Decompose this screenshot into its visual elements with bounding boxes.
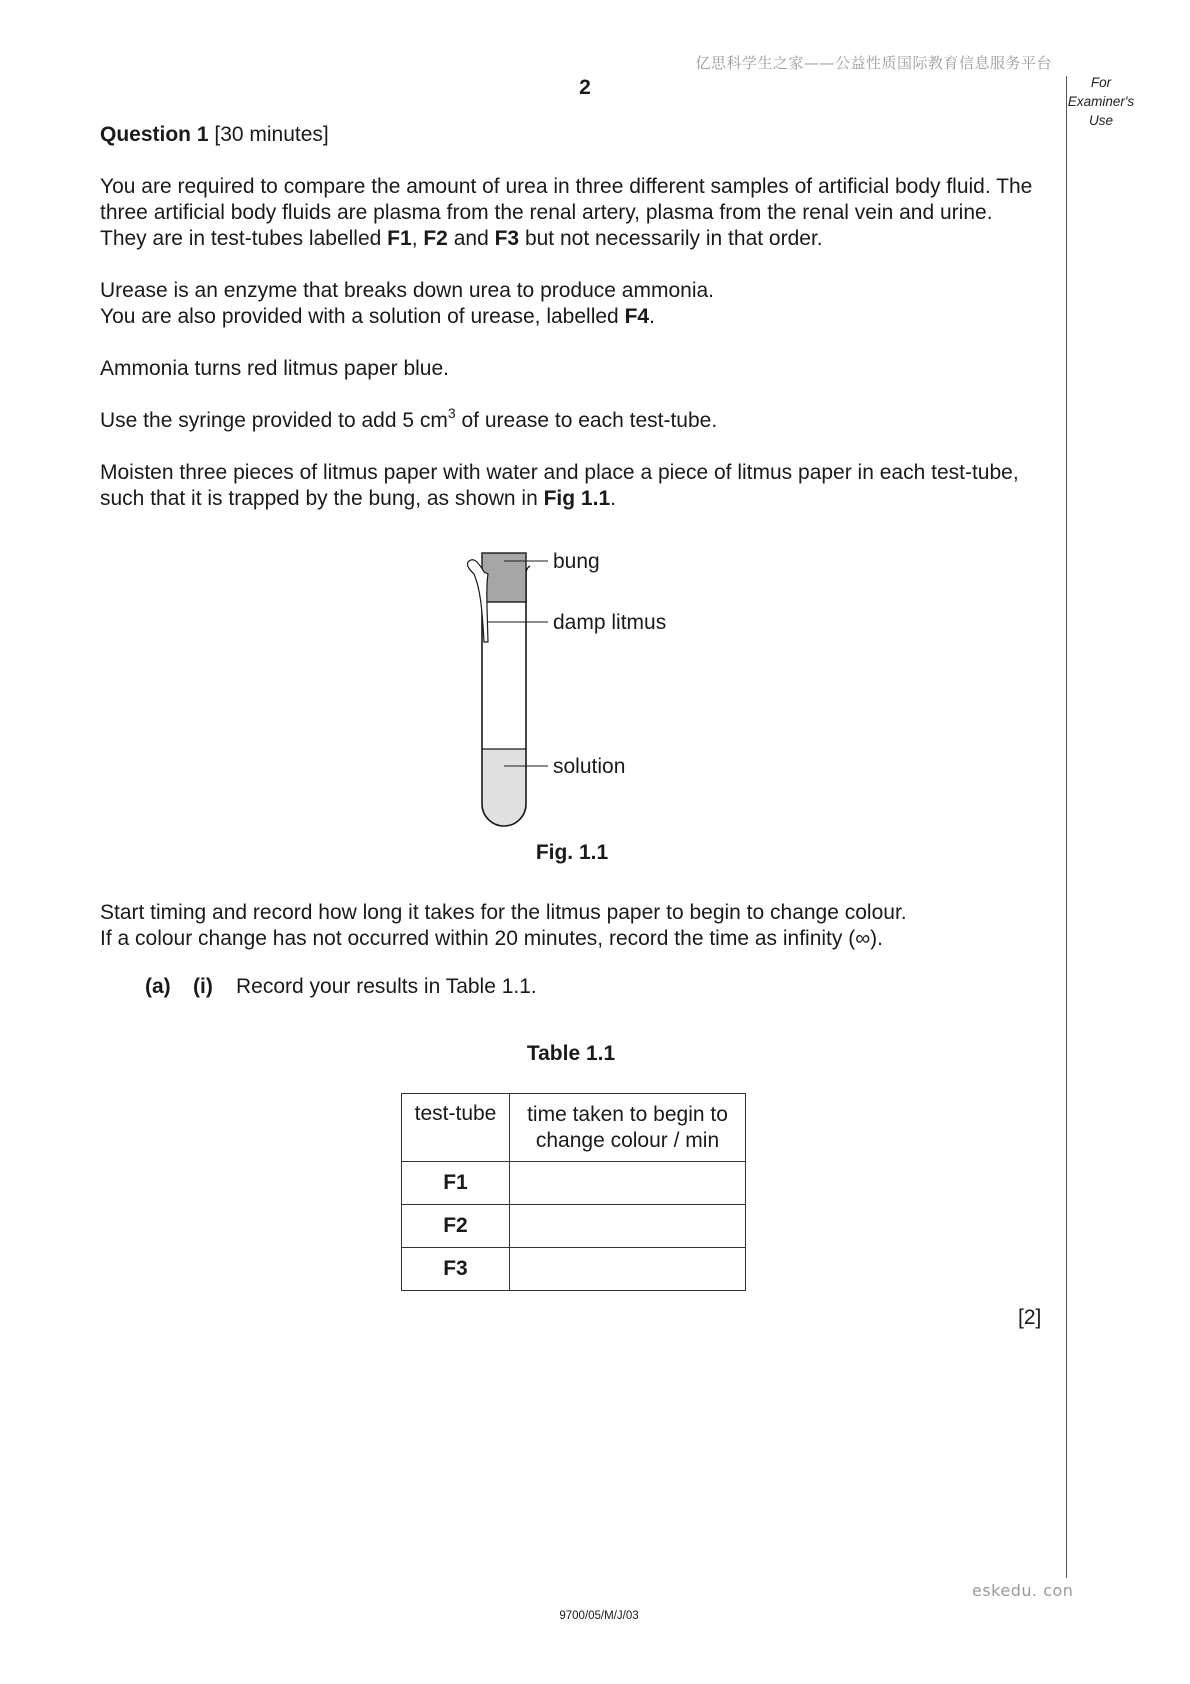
urease-line-1: Urease is an enzyme that breaks down urea to produce ammonia. xyxy=(100,279,714,302)
intro-bold-f1: F1 xyxy=(387,227,412,250)
question-label: Question 1 xyxy=(100,123,209,146)
question-heading xyxy=(100,122,1044,148)
part-a-label: (a) xyxy=(145,975,171,998)
intro-text-1: You are required to compare the amount of urea in three different samples of artificial body fluid. The three artificial body fluids are plasma from the renal artery, plasma from the renal vein and urine. They are in test-tubes labelled xyxy=(100,175,1033,250)
row-value-f3[interactable] xyxy=(510,1248,746,1291)
solution-fill xyxy=(482,749,526,826)
intro-text-4: but not necessarily in that order. xyxy=(519,227,823,250)
syringe-paragraph xyxy=(100,405,1044,434)
litmus-paper-shape xyxy=(467,560,488,642)
intro-bold-f2: F2 xyxy=(423,227,448,250)
syringe-text-before: Use the syringe provided to add 5 cm xyxy=(100,409,448,432)
part-i-label: (i) xyxy=(193,975,213,998)
litmus-paragraph xyxy=(100,460,1044,512)
row-value-f2[interactable] xyxy=(510,1205,746,1248)
ammonia-paragraph: Ammonia turns red litmus paper blue. xyxy=(100,357,449,380)
examiner-use-label xyxy=(1066,73,1136,130)
timing-paragraph xyxy=(100,900,1044,952)
figure-caption: Fig. 1.1 xyxy=(535,841,609,864)
table-row xyxy=(402,1162,746,1205)
footer-code: 9700/05/M/J/03 xyxy=(559,1610,639,1622)
part-a-i-text: Record your results in Table 1.1. xyxy=(236,975,537,998)
syringe-text-after: of urease to each test-tube. xyxy=(455,409,718,432)
bung-label: bung xyxy=(553,550,600,573)
examiner-margin-line xyxy=(1066,76,1067,1578)
header-watermark: 亿思科学生之家——公益性质国际教育信息服务平台 xyxy=(695,54,1052,72)
part-a-i xyxy=(145,975,537,999)
row-label-f2: F2 xyxy=(402,1205,510,1248)
examiner-use-line-2: Examiner's xyxy=(1067,94,1135,109)
table-row xyxy=(402,1248,746,1291)
header-time-taken xyxy=(510,1094,746,1162)
intro-bold-f3: F3 xyxy=(494,227,520,250)
solution-label: solution xyxy=(553,755,626,778)
table-row xyxy=(402,1205,746,1248)
litmus-fig-ref: Fig 1.1 xyxy=(543,487,611,510)
bung-shape xyxy=(482,553,526,602)
test-tube-figure xyxy=(420,540,700,840)
damp-litmus-label: damp litmus xyxy=(553,611,667,634)
footer-watermark: eskedu. con xyxy=(972,1581,1074,1600)
page-number: 2 xyxy=(579,76,591,99)
row-label-f1: F1 xyxy=(402,1162,510,1205)
urease-line-2-text: You are also provided with a solution of urease, labelled xyxy=(100,305,625,328)
intro-paragraph xyxy=(100,174,1044,252)
timing-line-1: Start timing and record how long it takes for the litmus paper to begin to change colour. xyxy=(100,901,907,924)
timing-line-2: If a colour change has not occurred within 20 minutes, record the time as infinity (∞). xyxy=(100,927,884,950)
litmus-text: Moisten three pieces of litmus paper with water and place a piece of litmus paper in each test-tube, such that it is trapped by the bung, as shown in xyxy=(100,461,1019,510)
examiner-use-line-3: Use xyxy=(1088,113,1113,128)
row-value-f1[interactable] xyxy=(510,1162,746,1205)
header-time-line-2: change colour / min xyxy=(535,1129,720,1152)
header-test-tube: test-tube xyxy=(402,1094,510,1162)
marks-label: [2] xyxy=(1018,1306,1042,1329)
urease-line-2-bold: F4 xyxy=(624,305,650,328)
urease-line-2-end: . xyxy=(649,305,655,328)
urease-paragraph xyxy=(100,278,1044,330)
examiner-use-line-1: For xyxy=(1090,75,1112,90)
table-header-row xyxy=(402,1094,746,1162)
litmus-text-end: . xyxy=(610,487,616,510)
table-caption: Table 1.1 xyxy=(526,1042,616,1065)
intro-text-2: , xyxy=(411,227,424,250)
question-time: [30 minutes] xyxy=(214,123,329,146)
urease-line-2 xyxy=(100,304,1044,330)
results-table xyxy=(401,1093,746,1291)
intro-text-3: and xyxy=(447,227,495,250)
row-label-f3: F3 xyxy=(402,1248,510,1291)
syringe-superscript: 3 xyxy=(447,405,456,421)
header-time-line-1: time taken to begin to xyxy=(527,1103,728,1126)
